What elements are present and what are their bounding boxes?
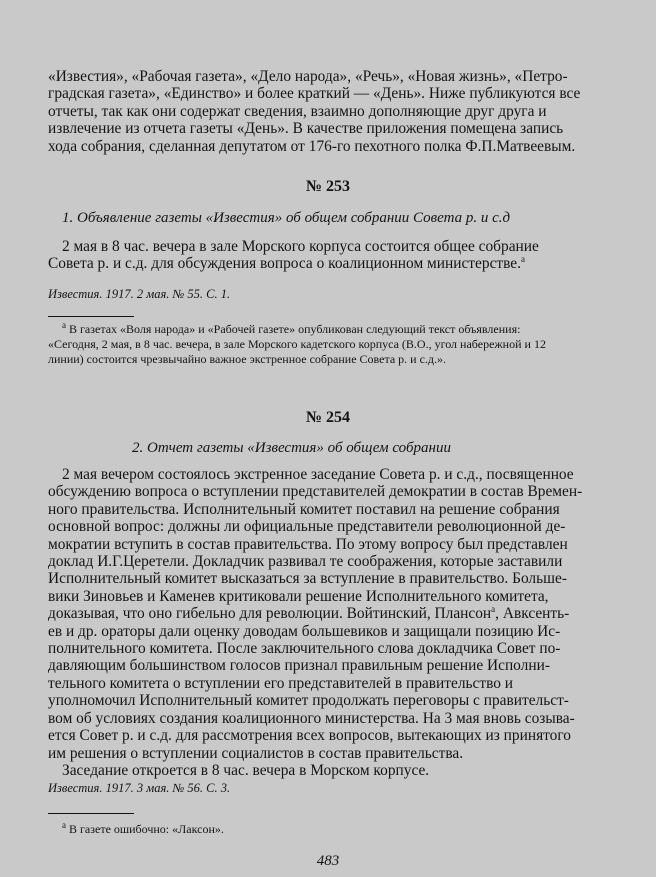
- footnote-ref: a: [520, 254, 525, 265]
- doc-254-title: 2. Отчет газеты «Известия» об общем собрании: [132, 440, 451, 456]
- body-line: полнительного комитета. После заключительного слова докладчика Совет по-: [48, 640, 561, 658]
- footnote-mark: а: [62, 820, 66, 830]
- doc-254-footnote: [48, 822, 608, 837]
- body-line: Исполнительный комитет высказаться за вступление в правительство. Больше-: [48, 570, 567, 588]
- intro-paragraph: [48, 68, 608, 155]
- doc-253-title: 1. Объявление газеты «Известия» об общем собрании Совета р. и с.д: [62, 210, 511, 226]
- body-line: 2 мая вечером состоялось экстренное заседание Совета р. и с.д., посвященное: [62, 466, 574, 483]
- body-line: вом об условиях создания коалиционного министерства. На 3 мая вновь созыва-: [48, 709, 575, 727]
- body-line: доклад И.Г.Церетели. Докладчик развивал те соображения, которые заставили: [48, 553, 563, 571]
- body-line: уполномочил Исполнительный комитет продолжать переговоры с правительст-: [48, 692, 569, 710]
- footnote-line: $^а$ В газетах «Воля народа» и «Рабочей газете» опубликован следующий текст объявления:: [62, 320, 521, 336]
- doc-254-source: Известия. 1917. 3 мая. № 56. С. 3.: [48, 781, 231, 795]
- page-number: 483: [316, 853, 340, 869]
- doc-253-number: № 253: [305, 178, 351, 195]
- doc-254-body: [48, 466, 608, 779]
- intro-line: отчеты, так как они содержат сведения, взаимно дополняющие друг друга и: [48, 102, 547, 120]
- body-line: Совета р. и с.д. для обсуждения вопроса о коалиционном министерстве.$^a$: [48, 254, 525, 273]
- body-line: мократии вступить в состав правительства. По этому вопросу был представлен: [48, 535, 568, 553]
- footnote-line: линии) состоится чрезвычайно важное экстренное собрание Совета р. и с.д.».: [48, 352, 447, 366]
- doc-253-footnote: [48, 322, 608, 367]
- body-line: им решения о вступлении социалистов в состав правительства.: [48, 744, 464, 762]
- body-line: 2 мая в 8 час. вечера в зале Морского корпуса состоится общее собрание: [62, 238, 539, 255]
- doc-253-source: Известия. 1917. 2 мая. № 55. С. 1.: [48, 287, 231, 301]
- intro-line: градская газета», «Единство» и более краткий — «День». Ниже публикуются все: [48, 85, 581, 103]
- footnote-ref: a: [491, 604, 496, 615]
- intro-line: «Известия», «Рабочая газета», «Дело народа», «Речь», «Новая жизнь», «Петро-: [48, 68, 568, 85]
- body-line: ев и др. ораторы дали оценку доводам большевиков и защищали позицию Ис-: [48, 622, 561, 640]
- body-line: обсуждению вопроса о вступлении представителей демократии в состав Времен-: [48, 483, 583, 501]
- body-line: Заседание откроется в 8 час. вечера в Морском корпусе.: [62, 761, 430, 779]
- body-line: давляющим большинством голосов признал правильным решение Исполни-: [48, 657, 550, 675]
- body-line: доказывая, что оно гибельно для революции. Войтинский, Плансон$^a$, Авксенть-: [48, 604, 570, 623]
- footnote-divider: [48, 316, 134, 317]
- doc-254-number: № 254: [305, 409, 351, 426]
- footnote-line: $^а$ В газете ошибочно: «Лаксон».: [62, 820, 224, 836]
- body-line: тельного комитета о вступлении его представителей в правительство и: [48, 674, 514, 692]
- doc-253-body: [48, 238, 608, 273]
- body-line: основной вопрос: должны ли официальные представители революционной де-: [48, 518, 566, 536]
- footnote-line: «Сегодня, 2 мая, в 8 час. вечера, в зале Морского кадетского корпуса (В.О., угол набережной и 12: [48, 337, 546, 351]
- body-line: ного правительства. Исполнительный комитет поставил на решение собрания: [48, 500, 560, 518]
- intro-line: извлечение из отчета газеты «День». В качестве приложения помещена запись: [48, 120, 564, 138]
- intro-line: хода собрания, сделанная депутатом от 176-го пехотного полка Ф.П.Матвеевым.: [48, 137, 576, 155]
- footnote-mark: а: [62, 320, 66, 330]
- footnote-divider: [48, 813, 134, 814]
- body-line: ется Совет р. и с.д. для рассмотрения всех вопросов, вытекающих из принятого: [48, 727, 572, 745]
- body-line: вики Зиновьев и Каменев критиковали решение Исполнительного комитета,: [48, 587, 549, 605]
